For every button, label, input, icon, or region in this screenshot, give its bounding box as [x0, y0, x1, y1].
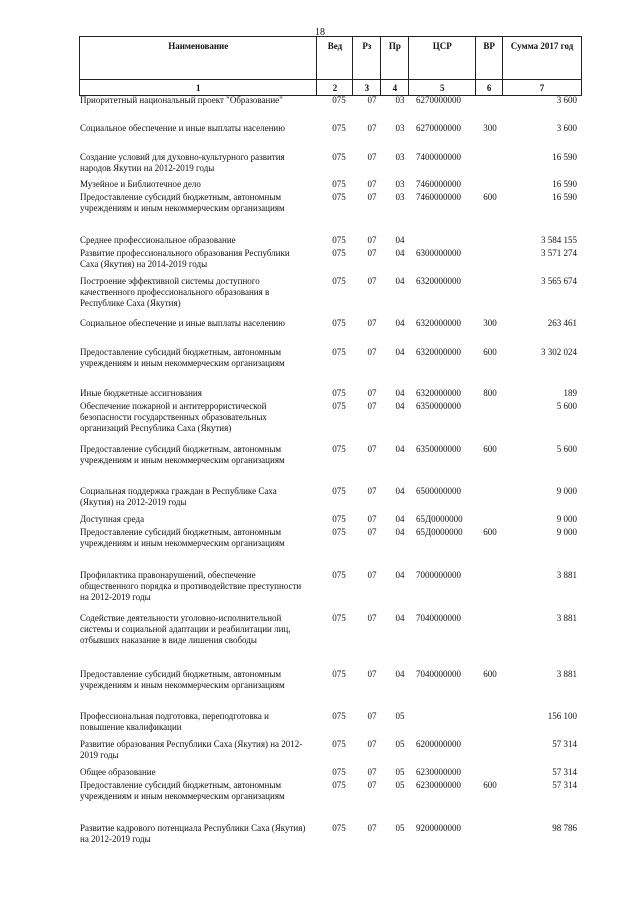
row-rz: 07: [367, 152, 377, 162]
col-number: 1: [80, 80, 317, 96]
row-pr: 03: [395, 192, 405, 202]
row-name: Предоставление субсидий бюджетным, автономным учреждениям и иным некоммерческим организациям: [80, 444, 285, 465]
row-vr: 600: [483, 444, 497, 454]
row-sum: 16 590: [552, 192, 577, 202]
row-rz: 07: [367, 486, 377, 496]
row-ved: 075: [332, 669, 346, 679]
row-ved: 075: [332, 570, 346, 580]
row-name: Предоставление субсидий бюджетным, автономным учреждениям и иным некоммерческим организациям: [80, 527, 285, 548]
row-rz: 07: [367, 388, 377, 398]
header-pr: Пр: [381, 37, 409, 80]
row-pr: 04: [395, 388, 405, 398]
row-name: Построение эффективной системы доступного качественного профессионального образования в Республике Саха (Якутия): [80, 276, 270, 308]
row-pr: 05: [395, 739, 405, 749]
row-sum: 3 881: [556, 613, 577, 623]
row-pr: 03: [395, 179, 405, 189]
row-csr: 6320000000: [416, 276, 461, 286]
row-rz: 07: [367, 123, 377, 133]
row-rz: 07: [367, 235, 377, 245]
header-csr: ЦСР: [409, 37, 476, 80]
row-csr: 6270000000: [416, 95, 461, 105]
row-ved: 075: [332, 711, 346, 721]
row-name: Общее образование: [80, 767, 156, 777]
row-name: Предоставление субсидий бюджетным, автономным учреждениям и иным некоммерческим организациям: [80, 669, 285, 690]
row-sum: 3 584 155: [541, 235, 577, 245]
row-vr: 600: [483, 192, 497, 202]
row-ved: 075: [332, 444, 346, 454]
row-ved: 075: [332, 780, 346, 790]
row-sum: 9 000: [556, 527, 577, 537]
row-rz: 07: [367, 347, 377, 357]
row-pr: 03: [395, 95, 405, 105]
row-sum: 3 881: [556, 570, 577, 580]
row-ved: 075: [332, 514, 346, 524]
row-csr: 7460000000: [416, 192, 461, 202]
row-ved: 075: [332, 388, 346, 398]
row-name: Развитие профессионального образования Республики Саха (Якутия) на 2014-2019 годы: [80, 248, 290, 269]
row-pr: 04: [395, 235, 405, 245]
row-ved: 075: [332, 235, 346, 245]
row-name: Обеспечение пожарной и антитеррористической безопасности государственных образовательных организаций Республика Саха (Якутия): [80, 401, 267, 433]
row-name: Приоритетный национальный проект "Образование": [80, 95, 283, 105]
row-pr: 04: [395, 613, 405, 623]
row-pr: 04: [395, 444, 405, 454]
row-ved: 075: [332, 192, 346, 202]
row-ved: 075: [332, 152, 346, 162]
row-rz: 07: [367, 401, 377, 411]
row-csr: 7000000000: [416, 570, 461, 580]
row-csr: 6270000000: [416, 123, 461, 133]
row-csr: 6500000000: [416, 486, 461, 496]
row-sum: 3 600: [556, 95, 577, 105]
row-rz: 07: [367, 711, 377, 721]
header-ved: Вед: [317, 37, 353, 80]
header-name: Наименование: [80, 37, 317, 80]
row-pr: 03: [395, 152, 405, 162]
row-ved: 075: [332, 95, 346, 105]
row-rz: 07: [367, 669, 377, 679]
row-csr: 6320000000: [416, 347, 461, 357]
row-sum: 3 571 274: [541, 248, 577, 258]
col-number: 5: [409, 80, 476, 96]
row-sum: 9 000: [556, 486, 577, 496]
row-sum: 263 461: [547, 318, 577, 328]
row-rz: 07: [367, 613, 377, 623]
row-name: Предоставление субсидий бюджетным, автономным учреждениям и иным некоммерческим организациям: [80, 192, 285, 213]
row-pr: 05: [395, 767, 405, 777]
row-rz: 07: [367, 192, 377, 202]
row-sum: 3 302 024: [541, 347, 577, 357]
row-rz: 07: [367, 318, 377, 328]
row-sum: 3 565 674: [541, 276, 577, 286]
row-ved: 075: [332, 248, 346, 258]
row-name: Иные бюджетные ассигнования: [80, 388, 202, 398]
row-ved: 075: [332, 347, 346, 357]
row-name: Социальное обеспечение и иные выплаты населению: [80, 123, 285, 133]
row-sum: 5 600: [556, 444, 577, 454]
row-csr: 6300000000: [416, 248, 461, 258]
row-name: Развитие кадрового потенциала Республики Саха (Якутия) на 2012-2019 годы: [80, 823, 306, 844]
row-ved: 075: [332, 739, 346, 749]
row-rz: 07: [367, 570, 377, 580]
row-sum: 16 590: [552, 152, 577, 162]
row-rz: 07: [367, 780, 377, 790]
row-sum: 16 590: [552, 179, 577, 189]
row-pr: 03: [395, 123, 405, 133]
row-csr: 6320000000: [416, 318, 461, 328]
col-number: 3: [353, 80, 381, 96]
row-name: Профилактика правонарушений, обеспечение общественного порядка и противодействие преступности на 2012-2019 годы: [80, 570, 302, 602]
row-sum: 57 314: [552, 739, 577, 749]
row-pr: 04: [395, 570, 405, 580]
row-rz: 07: [367, 179, 377, 189]
row-sum: 5 600: [556, 401, 577, 411]
row-pr: 04: [395, 276, 405, 286]
row-csr: 9200000000: [416, 823, 461, 833]
row-csr: 6230000000: [416, 767, 461, 777]
row-rz: 07: [367, 514, 377, 524]
page-number: 18: [315, 27, 325, 38]
row-rz: 07: [367, 95, 377, 105]
row-csr: 7400000000: [416, 152, 461, 162]
row-pr: 04: [395, 486, 405, 496]
row-name: Предоставление субсидий бюджетным, автономным учреждениям и иным некоммерческим организациям: [80, 780, 285, 801]
row-pr: 04: [395, 669, 405, 679]
row-vr: 600: [483, 527, 497, 537]
row-csr: 7040000000: [416, 669, 461, 679]
header-rz: Рз: [353, 37, 381, 80]
row-name: Развитие образования Республики Саха (Якутия) на 2012-2019 годы: [80, 739, 303, 760]
row-ved: 075: [332, 318, 346, 328]
col-number: 2: [317, 80, 353, 96]
row-pr: 04: [395, 514, 405, 524]
row-sum: 98 786: [552, 823, 577, 833]
header-vr: ВР: [476, 37, 503, 80]
row-ved: 075: [332, 823, 346, 833]
row-name: Содействие деятельности уголовно-исполнительной системы и социальной адаптации и реабилитации лиц, отбывших наказание в виде лишения свободы: [80, 613, 291, 645]
row-sum: 9 000: [556, 514, 577, 524]
row-csr: 7040000000: [416, 613, 461, 623]
row-csr: 7460000000: [416, 179, 461, 189]
row-vr: 300: [483, 123, 497, 133]
row-pr: 04: [395, 401, 405, 411]
row-name: Профессиональная подготовка, переподготовка и повышение квалификации: [80, 711, 269, 732]
row-ved: 075: [332, 486, 346, 496]
row-sum: 57 314: [552, 767, 577, 777]
row-sum: 3 881: [556, 669, 577, 679]
row-rz: 07: [367, 767, 377, 777]
row-ved: 075: [332, 401, 346, 411]
header-sum: Сумма 2017 год: [503, 37, 582, 80]
row-pr: 04: [395, 347, 405, 357]
col-number: 7: [503, 80, 582, 96]
row-name: Предоставление субсидий бюджетным, автономным учреждениям и иным некоммерческим организациям: [80, 347, 285, 368]
row-ved: 075: [332, 179, 346, 189]
row-pr: 04: [395, 248, 405, 258]
row-name: Социальное обеспечение и иные выплаты населению: [80, 318, 285, 328]
row-name: Музейное и Библиотечное дело: [80, 179, 201, 189]
col-number: 6: [476, 80, 503, 96]
row-rz: 07: [367, 739, 377, 749]
row-ved: 075: [332, 613, 346, 623]
row-vr: 600: [483, 669, 497, 679]
row-csr: 6350000000: [416, 444, 461, 454]
row-sum: 57 314: [552, 780, 577, 790]
row-sum: 156 100: [547, 711, 577, 721]
row-vr: 600: [483, 347, 497, 357]
row-csr: 6200000000: [416, 739, 461, 749]
row-vr: 600: [483, 780, 497, 790]
row-ved: 075: [332, 527, 346, 537]
row-ved: 075: [332, 767, 346, 777]
row-vr: 800: [483, 388, 497, 398]
row-name: Среднее профессиональное образование: [80, 235, 236, 245]
row-sum: 189: [563, 388, 577, 398]
row-pr: 04: [395, 527, 405, 537]
row-csr: 6230000000: [416, 780, 461, 790]
row-name: Социальная поддержка граждан в Республике Саха (Якутия) на 2012-2019 годы: [80, 486, 277, 507]
row-rz: 07: [367, 444, 377, 454]
row-rz: 07: [367, 276, 377, 286]
row-rz: 07: [367, 823, 377, 833]
row-rz: 07: [367, 248, 377, 258]
row-name: Создание условий для духовно-культурного развития народов Якутии на 2012-2019 годы: [80, 152, 285, 173]
col-number: 4: [381, 80, 409, 96]
row-sum: 3 600: [556, 123, 577, 133]
row-csr: 65Д0000000: [416, 527, 463, 537]
row-vr: 300: [483, 318, 497, 328]
row-pr: 04: [395, 318, 405, 328]
row-csr: 65Д0000000: [416, 514, 463, 524]
row-pr: 05: [395, 711, 405, 721]
row-rz: 07: [367, 527, 377, 537]
row-name: Доступная среда: [80, 514, 145, 524]
row-ved: 075: [332, 123, 346, 133]
row-csr: 6350000000: [416, 401, 461, 411]
row-pr: 05: [395, 823, 405, 833]
row-csr: 6320000000: [416, 388, 461, 398]
row-pr: 05: [395, 780, 405, 790]
row-ved: 075: [332, 276, 346, 286]
